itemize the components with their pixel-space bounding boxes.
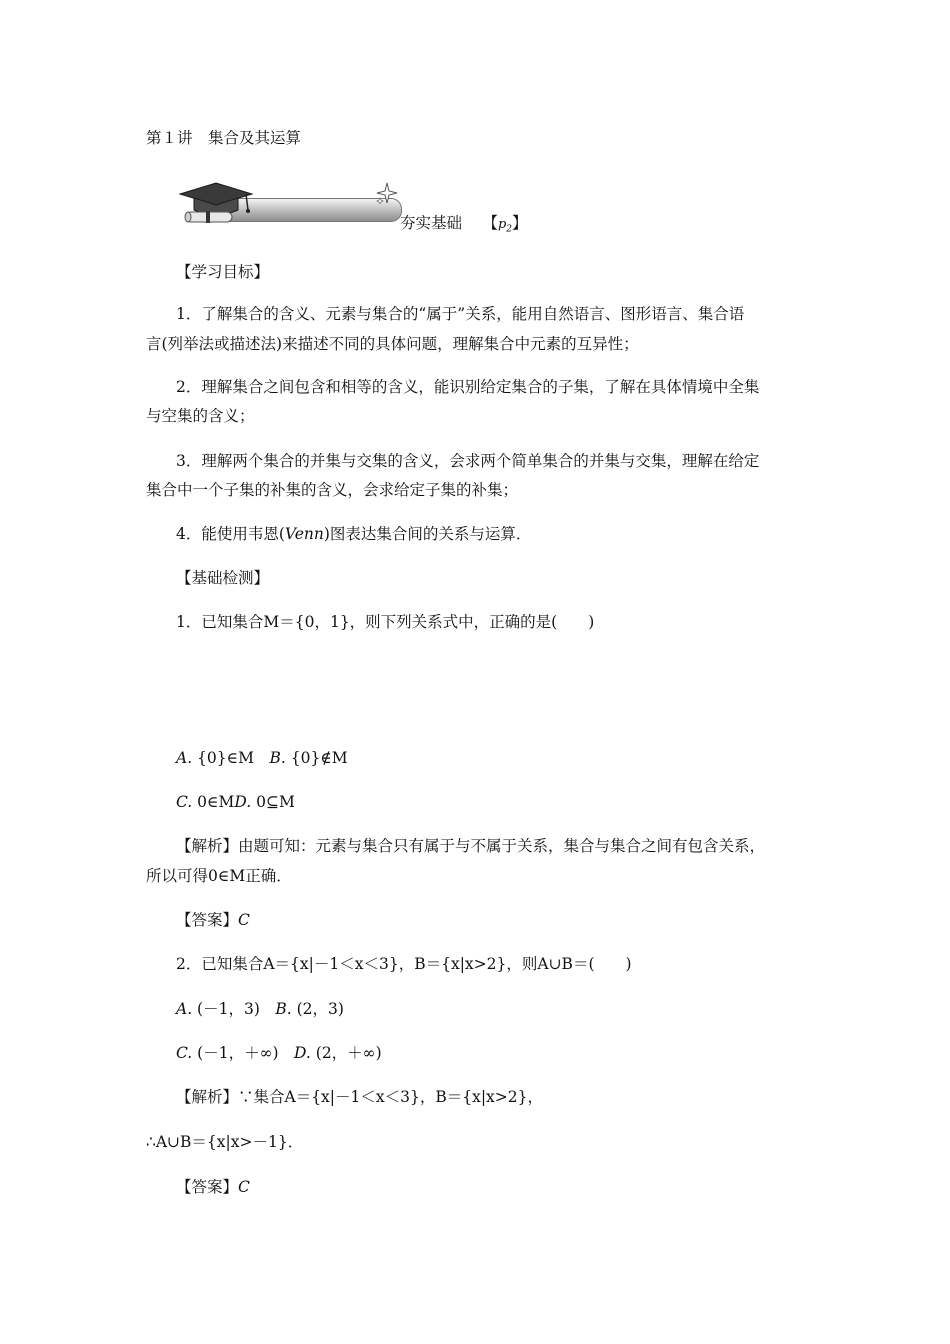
q2-option-c: (－1，＋∞): [192, 1044, 295, 1062]
q1-option-d: 0⊆M: [251, 793, 295, 811]
goal-4-text-b: )图表达集合间的关系与运算．: [323, 525, 532, 543]
q1-option-a-label: A.: [176, 749, 193, 767]
banner-text: 夯实基础: [400, 214, 463, 232]
sparkle-icon: [376, 182, 398, 204]
goal-3-line-1: 3．理解两个集合的并集与交集的含义，会求两个简单集合的并集与交集，理解在给定: [176, 452, 760, 470]
q1-options-cd: [176, 792, 295, 812]
goal-3-line-2: 集合中一个子集的补集的含义，会求给定子集的补集；: [146, 481, 519, 499]
q2-analysis-line-2: ∴A∪B＝{x|x>－1}．: [146, 1133, 304, 1151]
q2-option-d-label: D.: [294, 1044, 311, 1062]
goal-1-line-1: 1．了解集合的含义、元素与集合的“属于”关系，能用自然语言、图形语言、集合语: [176, 305, 745, 323]
page-ref-number: 2: [506, 224, 513, 235]
q2-stem: 2．已知集合A＝{x|－1＜x＜3}，B＝{x|x>2}，则A∪B＝( ): [176, 955, 632, 973]
q1-analysis-line-1: 【解析】由题可知：元素与集合只有属于与不属于关系，集合与集合之间有包含关系，: [176, 837, 766, 855]
check-heading: 【基础检测】: [176, 569, 270, 587]
goal-2-line-2: 与空集的含义；: [146, 407, 255, 425]
q1-option-c-label: C.: [176, 793, 193, 811]
q2-option-b-label: B.: [275, 1000, 292, 1018]
goal-4: [176, 524, 531, 544]
q1-stem: 1．已知集合M＝{0，1}，则下列关系式中，正确的是( ): [176, 613, 595, 631]
goal-4-venn: Venn: [284, 525, 324, 543]
q1-options-ab: [176, 748, 348, 768]
section-banner: [176, 178, 416, 234]
q1-analysis-line-2: 所以可得0∈M正确．: [146, 867, 292, 885]
goal-1-line-2: 言(列举法或描述法)来描述不同的具体问题，理解集合中元素的互异性；: [146, 335, 639, 353]
q2-answer: [176, 1177, 250, 1197]
q1-option-c: 0∈M: [192, 793, 235, 811]
goals-heading: 【学习目标】: [176, 263, 270, 281]
q2-answer-value: C: [238, 1178, 250, 1196]
q1-option-a: {0}∈M: [192, 749, 270, 767]
page-ref-close: 】: [512, 214, 528, 232]
goal-2-line-1: 2．理解集合之间包含和相等的含义，能识别给定集合的子集，了解在具体情境中全集: [176, 378, 760, 396]
q2-answer-label: 【答案】: [176, 1178, 239, 1196]
q2-analysis-line-1: 【解析】∵集合A＝{x|－1＜x＜3}，B＝{x|x>2}，: [176, 1088, 544, 1106]
q1-option-b: {0}∉M: [285, 749, 348, 767]
q2-options-cd: [176, 1043, 382, 1063]
q2-option-c-label: C.: [176, 1044, 193, 1062]
q1-answer: [176, 910, 250, 930]
q2-option-b: (2，3): [291, 1000, 344, 1018]
goal-4-text-a: 4．能使用韦恩(: [176, 525, 285, 543]
q1-option-d-label: D.: [234, 793, 252, 811]
graduation-cap-icon: [176, 180, 254, 226]
page-ref-open: 【: [482, 214, 498, 232]
q2-option-d: (2，＋∞): [310, 1044, 382, 1062]
lecture-title: 第１讲 集合及其运算: [146, 129, 302, 147]
q1-option-b-label: B.: [269, 749, 286, 767]
q1-answer-label: 【答案】: [176, 911, 239, 929]
q2-options-ab: [176, 999, 344, 1019]
banner-label: [400, 213, 528, 240]
q2-option-a-label: A.: [176, 1000, 193, 1018]
q1-answer-value: C: [238, 911, 250, 929]
page-ref: [497, 217, 513, 235]
q2-option-a: (－1，3): [192, 1000, 276, 1018]
page-ref-p: p: [497, 217, 507, 232]
